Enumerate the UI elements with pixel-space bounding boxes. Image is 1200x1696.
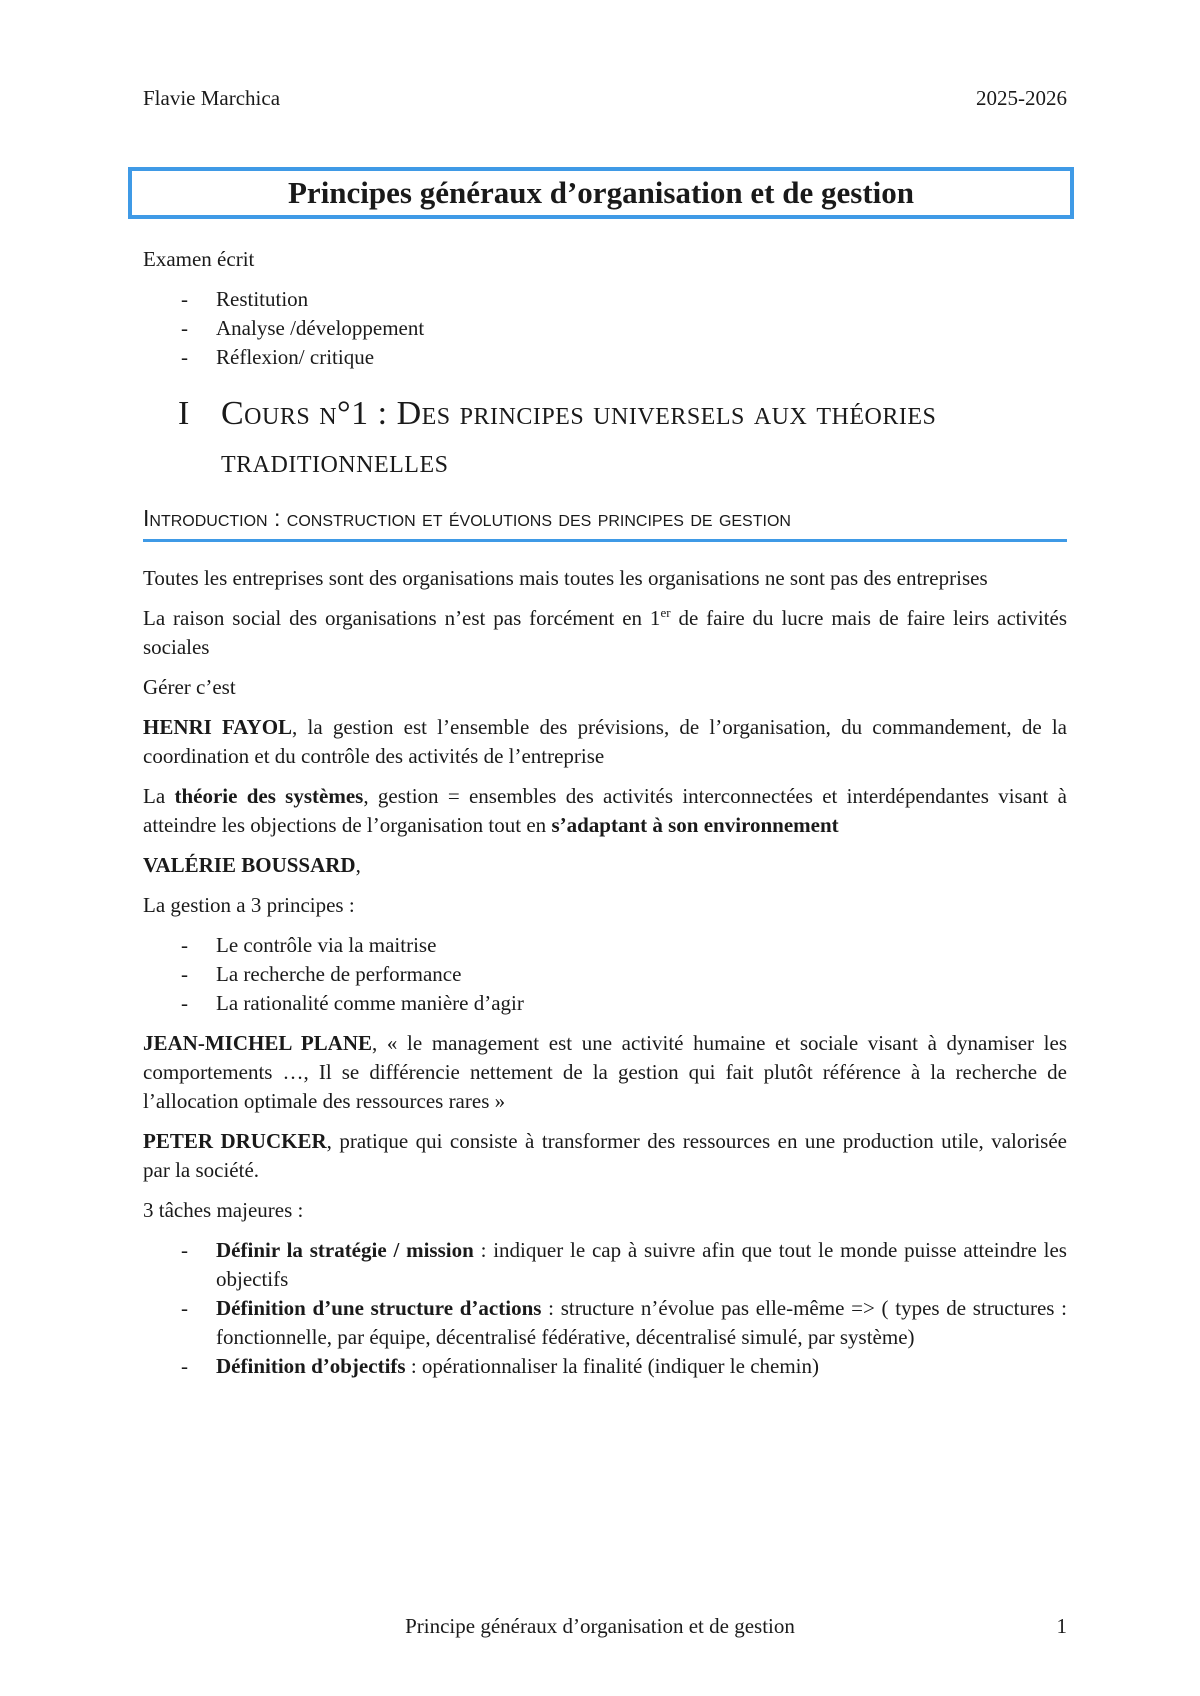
text-run: de faire du lucre mais de faire leirs activités sociales: [143, 606, 1067, 659]
paragraph-organisations: Toutes les entreprises sont des organisations mais toutes les organisations ne sont pas des entreprises: [143, 566, 988, 590]
text-run: , « le management est une activité humaine et sociale visant à dynamiser les comportements …, Il se différencie nettement de la gestion qui fait plutôt référence à la recherche de l’allocation optimale des ressources rares »: [143, 1031, 1067, 1113]
dash-bullet: -: [181, 1296, 188, 1320]
list-item: [143, 285, 1067, 314]
dash-bullet: -: [181, 991, 188, 1015]
list-item-text: Restitution: [216, 287, 309, 311]
text-run: : opérationnaliser la finalité (indiquer le chemin): [405, 1354, 820, 1378]
list-item: [143, 960, 1067, 989]
list-item-text: Réflexion/ critique: [216, 345, 375, 369]
author-name: PETER DRUCKER: [143, 1129, 327, 1153]
bold-term: Définition d’objectifs: [216, 1354, 406, 1378]
paragraph-systemes: [143, 782, 1067, 840]
principles-list: [143, 931, 1067, 1018]
list-item-text: Analyse /développement: [216, 316, 425, 340]
text-run: , la gestion est l’ensemble des prévisions, de l’organisation, du commandement, de la coordination et du contrôle des activités de l’entreprise: [143, 715, 1067, 768]
dash-bullet: -: [181, 933, 188, 957]
document-title: [128, 167, 1074, 219]
exam-label: Examen écrit: [143, 247, 255, 271]
list-item: [143, 931, 1067, 960]
bold-term: s’adaptant à son environnement: [551, 813, 839, 837]
list-item-text: Le contrôle via la maitrise: [216, 933, 437, 957]
paragraph-plane: [143, 1029, 1067, 1116]
tasks-list: [143, 1236, 1067, 1381]
superscript: er: [660, 605, 671, 620]
bold-term: théorie des systèmes: [174, 784, 364, 808]
document-title-text: Principes généraux d’organisation et de gestion: [288, 175, 914, 210]
dash-bullet: -: [181, 345, 188, 369]
list-item: [143, 1352, 1067, 1381]
text-run: , pratique qui consiste à transformer des ressources en une production utile, valorisée par la société.: [143, 1129, 1067, 1182]
list-item: [143, 989, 1067, 1018]
text-run: ,: [355, 853, 361, 877]
paragraph-taches: 3 tâches majeures :: [143, 1198, 304, 1222]
paragraph-raison-sociale: [143, 604, 1067, 662]
bold-term: Définition d’une structure d’actions: [216, 1296, 542, 1320]
dash-bullet: -: [181, 1238, 188, 1262]
section-title: Cours n°1 : Des principes universels aux théories traditionnelles: [221, 395, 937, 480]
author-name: JEAN-MICHEL PLANE: [143, 1031, 372, 1055]
paragraph-gerer: Gérer c’est: [143, 675, 236, 699]
header-author: Flavie Marchica: [143, 86, 281, 110]
text-run: La raison social des organisations n’est pas forcément en 1: [143, 606, 661, 630]
paragraph-boussard: [143, 851, 1067, 880]
exam-list: [143, 285, 1067, 372]
intro-heading: Introduction : construction et évolutions des principes de gestion: [143, 500, 1067, 542]
paragraph-principes: La gestion a 3 principes :: [143, 893, 355, 917]
section-heading: [143, 390, 1067, 486]
paragraph-fayol: [143, 713, 1067, 771]
author-name: HENRI FAYOL: [143, 715, 293, 739]
bold-term: Définir la stratégie / mission: [216, 1238, 474, 1262]
list-item: [143, 314, 1067, 343]
document-body: [143, 245, 1067, 1392]
text-run: : structure n’évolue pas elle-même => ( types de structures : fonctionnelle, par équipe, décentralisé fédérative, décentralisé simulé, par système): [216, 1296, 1068, 1349]
dash-bullet: -: [181, 316, 188, 340]
dash-bullet: -: [181, 962, 188, 986]
list-item: [143, 1236, 1067, 1294]
list-item-text: La rationalité comme manière d’agir: [216, 991, 524, 1015]
author-name: VALÉRIE BOUSSARD: [143, 853, 356, 877]
text-run: La: [143, 784, 175, 808]
list-item-text: La recherche de performance: [216, 962, 462, 986]
text-run: : indiquer le cap à suivre afin que tout le monde puisse atteindre les objectifs: [216, 1238, 1067, 1291]
list-item: [143, 343, 1067, 372]
text-run: , gestion = ensembles des activités interconnectées et interdépendantes visant à atteindre les objections de l’organisation tout en: [143, 784, 1068, 837]
footer-title: Principe généraux d’organisation et de gestion: [405, 1614, 795, 1638]
section-number: I: [178, 395, 190, 432]
dash-bullet: -: [181, 287, 188, 311]
paragraph-drucker: [143, 1127, 1067, 1185]
list-item: [143, 1294, 1067, 1352]
page-number: 1: [1056, 1614, 1067, 1638]
header-year: 2025-2026: [976, 86, 1067, 110]
dash-bullet: -: [181, 1354, 188, 1378]
